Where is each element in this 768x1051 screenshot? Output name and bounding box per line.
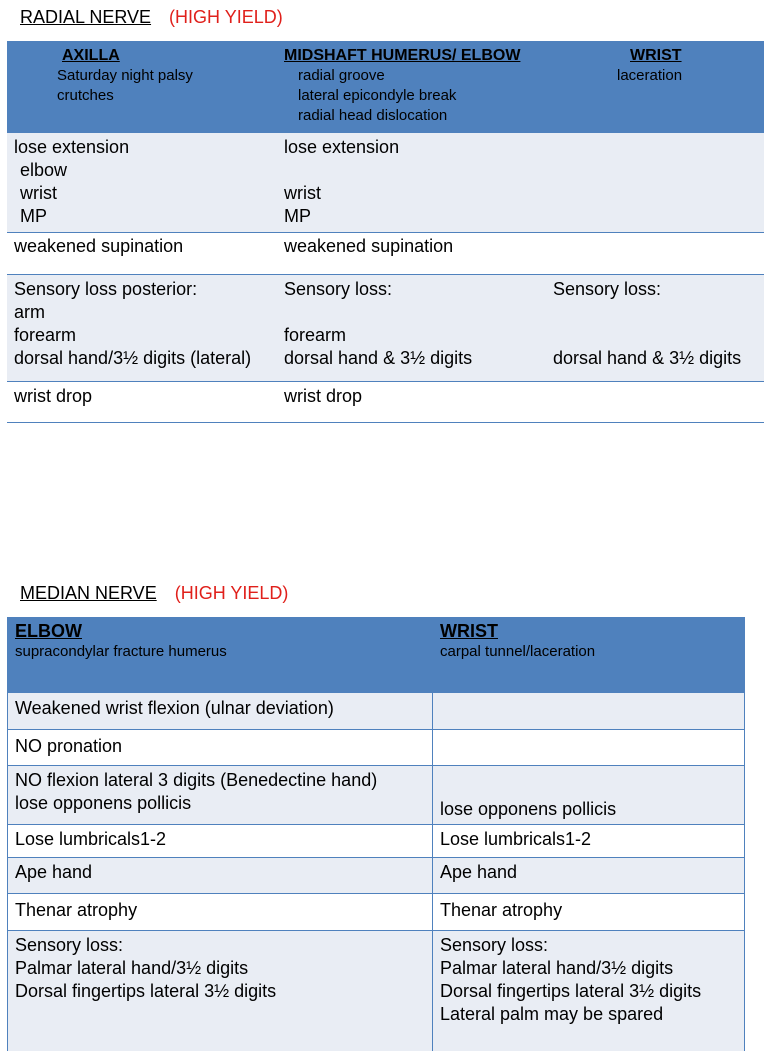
table-cell-line: Dorsal fingertips lateral 3½ digits (440, 981, 702, 1001)
radial-row-supination (7, 232, 764, 274)
median-elbow-cell (8, 894, 433, 930)
median-header-wrist-label: WRIST (440, 621, 498, 641)
table-cell-line: Palmar lateral hand/3½ digits (440, 958, 674, 978)
median-header-elbow-label: ELBOW (15, 621, 82, 641)
table-cell-line: Palmar lateral hand/3½ digits (15, 958, 249, 978)
table-cell-line: lose opponens pollicis (440, 799, 617, 819)
median-elbow-cell (8, 730, 433, 765)
table-cell-line: Sensory loss: (15, 935, 124, 955)
median-title: MEDIAN NERVE (20, 583, 157, 603)
radial-axilla-cause: Saturday night palsy (57, 67, 193, 84)
radial-header-midshaft (284, 46, 520, 126)
radial-supination-midshaft: weakened supination (284, 236, 454, 256)
table-row (8, 730, 744, 766)
table-cell-line: wrist (20, 183, 57, 203)
radial-nerve-table (7, 41, 764, 423)
median-header-wrist (433, 617, 744, 692)
table-cell-line: lose extension (284, 137, 400, 157)
radial-sensory-axilla (14, 278, 251, 370)
radial-midshaft-cause: radial head dislocation (298, 107, 448, 124)
table-row (8, 766, 744, 825)
radial-midshaft-cause: radial groove (298, 67, 385, 84)
radial-high-yield-tag: (HIGH YIELD) (169, 7, 283, 27)
table-row (8, 931, 744, 1051)
radial-header-axilla (57, 46, 193, 106)
median-nerve-table (7, 617, 745, 1051)
table-cell-line: Thenar atrophy (440, 900, 563, 920)
table-cell-line: forearm (284, 325, 347, 345)
median-wrist-cell (433, 766, 744, 824)
table-cell-line: Sensory loss: (553, 279, 662, 299)
table-cell-line: Lateral palm may be spared (440, 1004, 664, 1024)
radial-header-wrist (617, 46, 682, 86)
table-cell-line: wrist (284, 183, 321, 203)
median-header-row (8, 617, 744, 693)
table-cell-line: MP (284, 206, 311, 226)
radial-header-wrist-label: WRIST (630, 47, 682, 64)
table-cell-line: Ape hand (15, 862, 93, 882)
table-cell-line: Sensory loss: (284, 279, 393, 299)
radial-drop-midshaft: wrist drop (284, 386, 363, 406)
radial-header-axilla-label: AXILLA (62, 47, 120, 64)
table-cell-line: MP (20, 206, 47, 226)
table-row (8, 825, 744, 858)
table-cell-line: Weakened wrist flexion (ulnar deviation) (15, 698, 334, 718)
median-elbow-cell (8, 825, 433, 857)
median-wrist-cell (433, 825, 744, 857)
median-high-yield-tag: (HIGH YIELD) (174, 583, 289, 603)
table-cell-line: Lose lumbricals1-2 (15, 829, 167, 849)
median-section-title (20, 582, 288, 604)
radial-row-sensory (7, 274, 764, 381)
table-cell-line: Sensory loss: (440, 935, 549, 955)
table-cell-line: Dorsal fingertips lateral 3½ digits (15, 981, 277, 1001)
radial-axilla-cause: crutches (57, 87, 114, 104)
median-elbow-cell (8, 693, 433, 729)
table-row (8, 894, 744, 931)
radial-supination-axilla: weakened supination (14, 236, 184, 256)
table-cell-line: Sensory loss posterior: (14, 279, 198, 299)
table-row (8, 858, 744, 894)
median-wrist-cell (433, 730, 744, 765)
table-cell-line: arm (14, 302, 45, 322)
table-cell-line: elbow (20, 160, 68, 180)
radial-row-wrist-drop (7, 381, 764, 423)
median-header-elbow-sub: supracondylar fracture humerus (15, 643, 227, 660)
radial-sensory-midshaft (284, 278, 472, 370)
table-cell-line: NO pronation (15, 736, 123, 756)
radial-section-title (20, 6, 283, 28)
radial-row-extension (7, 132, 764, 232)
radial-header-row (7, 41, 764, 132)
median-wrist-cell (433, 894, 744, 930)
radial-header-midshaft-label: MIDSHAFT HUMERUS/ ELBOW (284, 47, 521, 64)
median-header-wrist-sub: carpal tunnel/laceration (440, 643, 596, 660)
table-cell-line: dorsal hand & 3½ digits (284, 348, 473, 368)
median-elbow-cell (8, 766, 433, 824)
table-cell-line: NO flexion lateral 3 digits (Benedectine hand) (15, 770, 378, 790)
table-cell-line: dorsal hand/3½ digits (lateral) (14, 348, 252, 368)
table-cell-line: forearm (14, 325, 77, 345)
radial-extension-midshaft (284, 136, 399, 228)
table-cell-line: dorsal hand & 3½ digits (553, 348, 742, 368)
table-cell-line: lose extension (14, 137, 130, 157)
table-row (8, 693, 744, 730)
radial-extension-axilla (14, 136, 129, 228)
median-elbow-cell (8, 858, 433, 893)
table-cell-line: Thenar atrophy (15, 900, 138, 920)
radial-midshaft-cause: lateral epicondyle break (298, 87, 457, 104)
median-elbow-cell (8, 931, 433, 1051)
table-cell-line: Lose lumbricals1-2 (440, 829, 592, 849)
median-header-elbow (8, 617, 433, 692)
radial-wrist-cause: laceration (617, 67, 683, 84)
median-wrist-cell (433, 931, 744, 1051)
median-wrist-cell (433, 693, 744, 729)
radial-title: RADIAL NERVE (20, 7, 152, 27)
table-cell-line: lose opponens pollicis (15, 793, 192, 813)
radial-drop-axilla: wrist drop (14, 386, 93, 406)
radial-sensory-wrist (553, 278, 741, 370)
median-wrist-cell (433, 858, 744, 893)
table-cell-line: Ape hand (440, 862, 518, 882)
